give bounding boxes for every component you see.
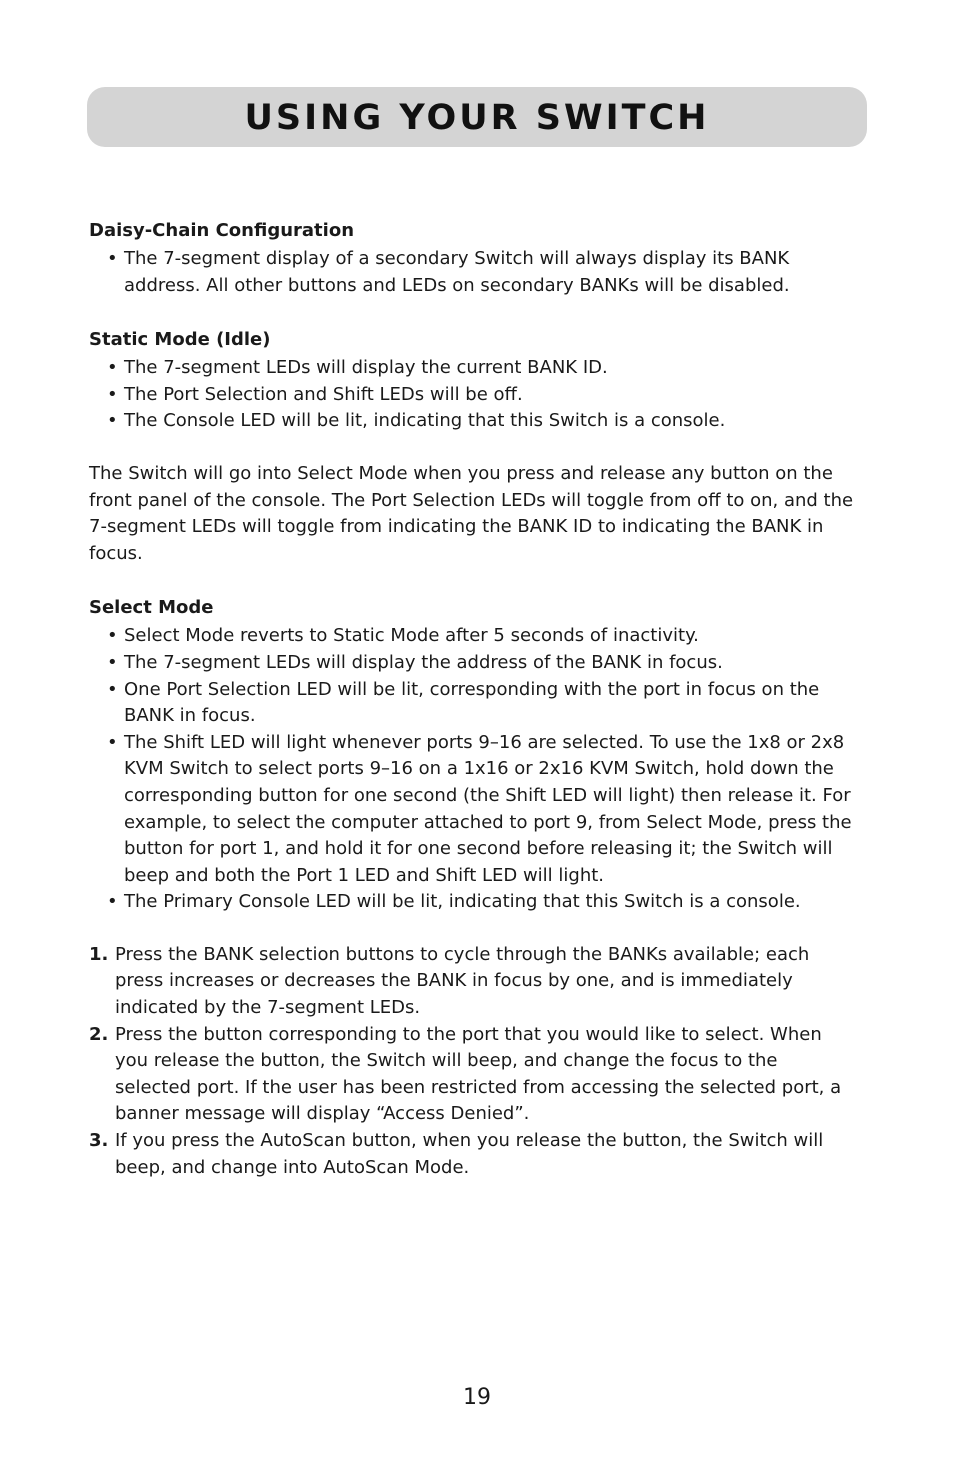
list-item: • The Port Selection and Shift LEDs will be off. (89, 382, 859, 409)
step-item (89, 942, 859, 1022)
step-text: Press the BANK selection buttons to cycle through the BANKs available; each press increases or decreases the BANK in focus by one, and is immediately indicated by the 7-segment LEDs. (115, 943, 810, 1019)
list-item: • The 7-segment display of a secondary Switch will always display its BANK address. All other buttons and LEDs on secondary BANKs will be disabled. (89, 246, 859, 299)
select-mode-list (89, 623, 859, 916)
title-banner (87, 87, 867, 147)
select-mode-intro-paragraph: The Switch will go into Select Mode when you press and release any button on the front panel of the console. The Port Selection LEDs will toggle from off to on, and the 7-segment LEDs will toggle from indicating the BANK ID to indicating the BANK in focus. (89, 462, 854, 564)
static-mode-section (89, 325, 859, 435)
step-number: 2. (89, 1023, 109, 1045)
list-item: • Select Mode reverts to Static Mode after 5 seconds of inactivity. (89, 623, 859, 650)
step-item (89, 1128, 859, 1181)
steps-list (89, 942, 859, 1181)
list-item: • The Console LED will be lit, indicating that this Switch is a console. (89, 408, 859, 435)
main-content (89, 216, 859, 1181)
daisy-chain-section (89, 216, 859, 299)
spacer (89, 567, 859, 593)
list-item: • The 7-segment LEDs will display the address of the BANK in focus. (89, 650, 859, 677)
step-number: 3. (89, 1130, 109, 1152)
spacer (89, 435, 859, 461)
select-mode-section (89, 593, 859, 916)
list-item: • The Shift LED will light whenever ports 9–16 are selected. To use the 1x8 or 2x8 KVM Switch to select ports 9–16 on a 1x16 or 2x16 KVM Switch, hold down the corresponding button for one second (the Shift LED will light) then release it. For example, to select the computer attached to port 9, from Select Mode, press the button for port 1, and hold it for one second before releasing it; the Switch will beep and both the Port 1 LED and Shift LED will light. (89, 730, 859, 890)
daisy-chain-list (89, 246, 859, 299)
step-number: 1. (89, 943, 109, 965)
select-mode-heading: Select Mode (89, 597, 214, 619)
static-mode-list (89, 355, 859, 435)
step-text: If you press the AutoScan button, when you release the button, the Switch will beep, and change into AutoScan Mode. (115, 1130, 824, 1178)
list-item: • The 7-segment LEDs will display the current BANK ID. (89, 355, 859, 382)
spacer (89, 916, 859, 942)
step-text: Press the button corresponding to the port that you would like to select. When you release the button, the Switch will beep, and change the focus to the selected port. If the user has been restricted from accessing the selected port, a banner message will display “Access Denied”. (115, 1023, 842, 1125)
page-title: USING YOUR SWITCH (244, 98, 710, 138)
list-item: • One Port Selection LED will be lit, corresponding with the port in focus on the BANK in focus. (89, 677, 859, 730)
step-item (89, 1022, 859, 1128)
daisy-chain-heading: Daisy-Chain Configuration (89, 220, 355, 241)
static-mode-heading: Static Mode (Idle) (89, 329, 271, 351)
page-number: 19 (463, 1385, 491, 1410)
spacer (89, 299, 859, 325)
list-item: • The Primary Console LED will be lit, indicating that this Switch is a console. (89, 889, 859, 916)
